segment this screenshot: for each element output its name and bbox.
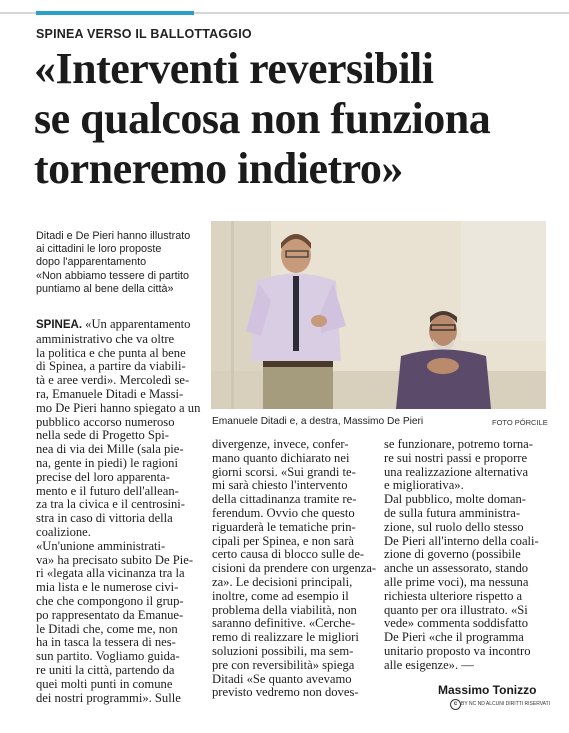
article-line: problema della viabilità, non (212, 602, 357, 617)
summary-line: dopo l'apparentamento (36, 256, 147, 269)
article-lead: SPINEA. (36, 319, 83, 331)
article-line: giorni scorsi. «Sui grandi te- (212, 464, 356, 479)
headline-line: torneremo indietro» (34, 144, 403, 193)
article-line: mo De Pieri hanno spiegato a un (36, 400, 201, 415)
article-line: la politica e che punta al bene (36, 345, 186, 360)
article-line: richiesta ulteriore rispetto a (384, 588, 523, 603)
article-photo (211, 221, 546, 409)
article-line: pubblico accorso numeroso (36, 414, 175, 429)
article-line: che che compongono il grup- (36, 593, 184, 608)
section-accent-bar (36, 11, 194, 15)
article-line: za». Le decisioni principali, (212, 574, 353, 589)
photo-credit: FOTO PÓRCILE (492, 418, 548, 427)
article-line: Dal pubblico, molte doman- (384, 492, 526, 507)
article-line: remo di realizzare le migliori (212, 630, 359, 645)
summary-line: «Non abbiamo tessere di partito (36, 269, 190, 282)
summary-line: Ditadi e De Pieri hanno illustrato (36, 230, 191, 242)
article-line: po rappresentato da Emanue- (36, 607, 184, 622)
article-line: della cittadinanza tramite re- (212, 492, 357, 507)
article-line: vede» commenta soddisfatto (384, 616, 529, 631)
article-line: na, gente in piedi) le ragioni (36, 455, 178, 470)
summary (36, 230, 208, 296)
article-line: De Pieri «che il programma (384, 630, 524, 645)
license-text: BY NC ND ALCUNI DIRITTI RISERVATI (461, 701, 551, 707)
headline-line: se qualcosa non funziona (34, 94, 491, 143)
article-line: zione, sul ruolo dello stesso (384, 519, 524, 534)
article-line: De Pieri all'interno della coali- (384, 533, 539, 548)
article-line: ferendum. Ovvio che questo (212, 505, 355, 520)
article-line: una realizzazione alternativa (384, 464, 529, 479)
article-line: mano quanto dichiarato nei (212, 450, 350, 465)
article-line: va» ha precisato subito De Pie- (36, 552, 194, 567)
article-line: precise del loro apparenta- (36, 469, 170, 484)
article-line: «Un'unione amministrati- (36, 538, 166, 553)
article-line: dei nostri programmi». Sulle (36, 690, 181, 705)
article-line: coalizione. (36, 524, 91, 539)
article-column-2 (212, 438, 376, 700)
article-line: nea di via dei Mille (sala pie- (36, 442, 184, 457)
article-line: zione di governo (possibile (384, 547, 521, 562)
article-line: alle esigenze». — (384, 657, 474, 672)
article-line: previsto vedremo non doves- (212, 685, 359, 700)
article-line: alle prime voci), ma nessuna (384, 574, 529, 589)
article-line: unitario proposto va incontro (384, 643, 531, 658)
article-line: cipali per Spinea, e non sarà (212, 533, 354, 548)
headline (34, 44, 554, 194)
article-line: re sui nostri passi e proporre (384, 450, 528, 465)
summary-line: puntiamo al bene della città» (36, 282, 174, 295)
article-line: za tra la civica e il centrosini- (36, 497, 185, 512)
article-line: ha in tasca la tessera di nes- (36, 635, 176, 650)
article-column-1 (36, 318, 208, 705)
article-line: sun partito. Vogliamo guida- (36, 649, 180, 664)
article-line: Ditadi «Se quanto avevamo (212, 671, 352, 686)
article-line: stra in caso di vittoria della (36, 511, 173, 526)
article-line: riguarderà le tematiche prin- (212, 519, 356, 534)
article-line: nella sede di Progetto Spi- (36, 428, 169, 443)
headline-line: «Interventi reversibili (34, 44, 434, 93)
article-line: ra, Emanuele Ditadi e Massi- (36, 386, 184, 401)
article-line: anche un assessorato, stando (384, 561, 529, 576)
creative-commons-icon: c (450, 699, 461, 710)
summary-line: ai cittadini le loro proposte (36, 243, 162, 256)
article-line: quei molti punti in comune (36, 676, 173, 691)
article-line: le Ditadi che, come me, non (36, 621, 178, 636)
article-line: de sulla futura amministra- (384, 505, 521, 520)
article-line: tà e aree verdi». Mercoledì se- (36, 373, 190, 388)
article-line: pre con reversibilità» spiega (212, 657, 355, 672)
article-line: quanto per ora illustrato. «Si (384, 602, 528, 617)
article-line: amministrativo che va oltre (36, 331, 175, 346)
article-line: di Spinea, a partire da viabili- (36, 359, 186, 374)
article-line: divergenze, invece, confer- (212, 437, 349, 451)
article-line: e migliorativa». (384, 478, 464, 493)
article-line: soluzioni possibili, ma sem- (212, 643, 354, 658)
article-line: inoltre, come ad esempio il (212, 588, 349, 603)
kicker: SPINEA VERSO IL BALLOTTAGGIO (36, 27, 252, 41)
article-line: certo causa di blocco sulle de- (212, 547, 365, 562)
article-line: re uniti la città, partendo da (36, 662, 175, 677)
article-line: SPINEA. «Un apparentamento (36, 317, 191, 331)
article-line: saranno definitive. «Cerche- (212, 616, 356, 631)
photo-caption: Emanuele Ditadi e, a destra, Massimo De Pieri (212, 416, 424, 427)
author-byline: Massimo Tonizzo (438, 683, 537, 697)
top-rule (0, 12, 569, 14)
article-line: mento e il futuro dell'allean- (36, 483, 179, 498)
article-line: mia lista e le numerose civi- (36, 580, 179, 595)
article-line: ri «legata alla vicinanza tra la (36, 566, 185, 581)
article-line: cisioni da prendere con urgenza- (212, 561, 377, 576)
article-column-3 (384, 438, 549, 673)
article-line: se funzionare, potremo torna- (384, 437, 533, 451)
article-line: mi sarà chiesto l'intervento (212, 478, 348, 493)
